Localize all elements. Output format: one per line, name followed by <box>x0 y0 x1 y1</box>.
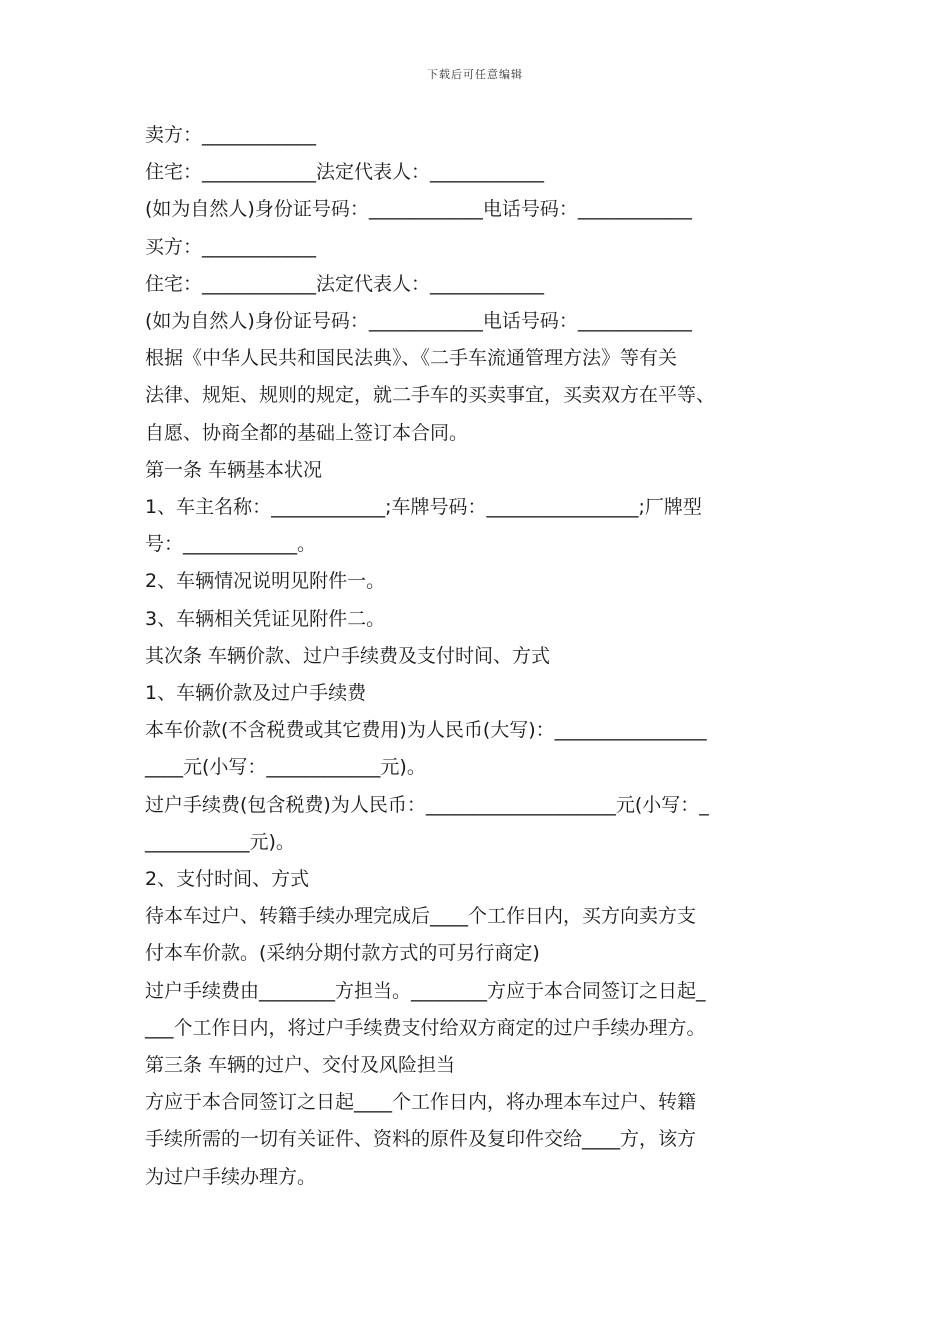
article-3-heading: 第三条 车辆的过户、交付及风险担当 <box>145 1054 456 1077</box>
article-1-item-1: 1、车主名称：____________;车牌号码：________________;厂牌型 <box>145 496 702 519</box>
payment-line-1: 待本车过户、转籍手续办理完成后____个工作日内，买方向卖方支 <box>145 905 697 928</box>
seller-id-line: (如为自然人)身份证号码：____________电话号码：____________ <box>145 198 692 221</box>
seller-address-line: 住宅：____________法定代表人：____________ <box>145 161 545 184</box>
seller-name-line: 卖方：____________ <box>145 124 317 146</box>
fee-line-1: 过户手续费(包含税费)为人民币：____________________元(小写：_ <box>145 793 709 816</box>
article-2-heading: 其次条 车辆价款、过户手续费及支付时间、方式 <box>145 644 551 667</box>
fee-payer-line-1: 过户手续费由________方担当。________方应于本合同签订之日起_ <box>145 979 706 1002</box>
payment-line-2: 付本车价款。(采纳分期付款方式的可另行商定) <box>145 942 540 965</box>
article-1-item-1-cont: 号：____________。 <box>145 533 317 556</box>
preamble-line-1: 根据《中华人民共和国民法典》、《二手车流通管理方法》等有关 <box>145 347 678 370</box>
article-2-sub-1: 1、车辆价款及过户手续费 <box>145 682 367 705</box>
article-3-line-3: 为过户手续办理方。 <box>145 1165 317 1188</box>
preamble-line-2: 法律、规矩、规则的规定，就二手车的买卖事宜，买卖双方在平等、 <box>145 384 716 407</box>
article-1-item-3: 3、车辆相关凭证见附件二。 <box>145 607 386 630</box>
buyer-id-line: (如为自然人)身份证号码：____________电话号码：____________ <box>145 310 692 333</box>
article-2-sub-2: 2、支付时间、方式 <box>145 868 310 891</box>
article-1-heading: 第一条 车辆基本状况 <box>145 458 323 481</box>
buyer-address-line: 住宅：____________法定代表人：____________ <box>145 272 545 295</box>
fee-payer-line-2: ___个工作日内，将过户手续费支付给双方商定的过户手续办理方。 <box>145 1016 706 1039</box>
fee-line-2: ___________元)。 <box>145 830 295 853</box>
contract-body <box>145 117 825 1196</box>
article-3-line-2: 手续所需的一切有关证件、资料的原件及复印件交给____方，该方 <box>145 1128 697 1151</box>
buyer-name-line: 买方：____________ <box>145 235 317 258</box>
article-3-line-1: 方应于本合同签订之日起____个工作日内，将办理本车过户、转籍 <box>145 1091 697 1114</box>
article-1-item-2: 2、车辆情况说明见附件一。 <box>145 570 386 593</box>
price-line-1: 本车价款(不含税费或其它费用)为人民币(大写)：________________ <box>145 719 707 742</box>
preamble-line-3: 自愿、协商全都的基础上签订本合同。 <box>145 421 469 444</box>
price-line-2: ____元(小写：____________元)。 <box>145 756 426 779</box>
page-header: 下载后可任意编辑 <box>427 68 523 81</box>
